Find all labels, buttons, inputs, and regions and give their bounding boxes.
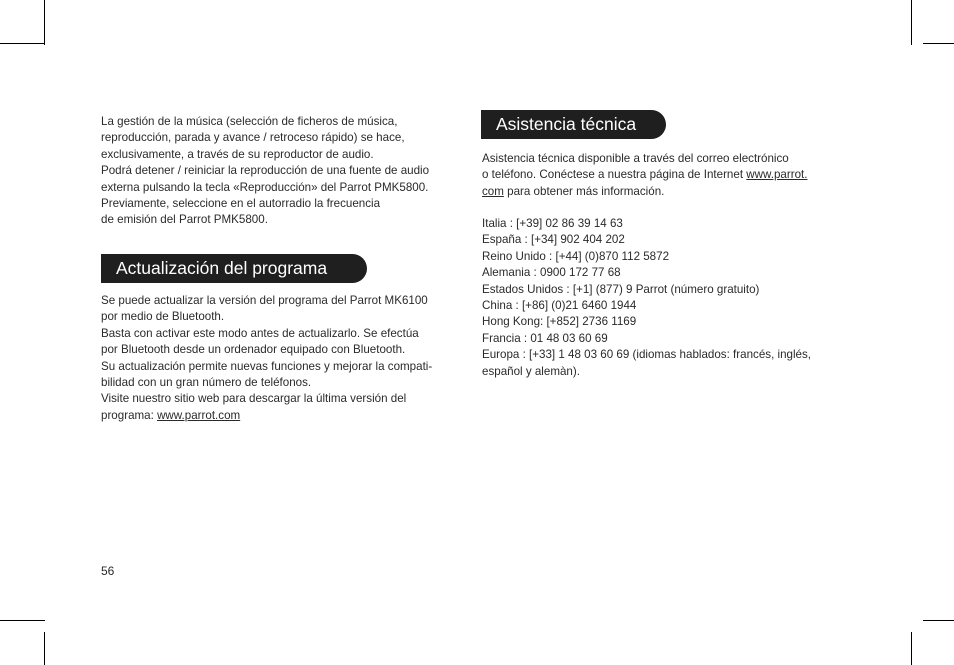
text-line: externa pulsando la tecla «Reproducción» del Parrot PMK5800. bbox=[101, 180, 429, 194]
text-line bbox=[482, 167, 808, 183]
text-line: Previamente, seleccione en el autorradio la frecuencia bbox=[101, 196, 381, 210]
text-line: Visite nuestro sitio web para descargar la última versión del bbox=[101, 392, 407, 406]
text-line bbox=[101, 408, 432, 424]
crop-mark bbox=[0, 43, 45, 44]
crop-mark bbox=[44, 632, 45, 665]
text-line: La gestión de la música (selección de ficheros de música, bbox=[101, 115, 398, 128]
contact-line: China : [+86] (0)21 6460 1944 bbox=[482, 298, 637, 312]
parrot-website-link[interactable]: www.parrot. bbox=[746, 168, 808, 182]
parrot-website-link[interactable]: www.parrot.com bbox=[157, 408, 241, 422]
contact-line: España : [+34] 902 404 202 bbox=[482, 233, 625, 247]
music-management-paragraph bbox=[101, 114, 429, 229]
text-line: Asistencia técnica disponible a través del correo electrónico bbox=[482, 152, 789, 165]
text-fragment: para obtener más información. bbox=[503, 184, 665, 198]
text-line: bilidad con un gran número de teléfonos. bbox=[101, 375, 312, 389]
contact-line: Reino Unido : [+44] (0)870 112 5872 bbox=[482, 249, 670, 263]
software-update-paragraph bbox=[101, 293, 432, 424]
text-line: Podrá detener / reiniciar la reproducción de una fuente de audio bbox=[101, 164, 430, 178]
page-number: 56 bbox=[101, 564, 115, 578]
text-fragment: programa: bbox=[101, 408, 158, 422]
crop-mark bbox=[923, 620, 954, 621]
technical-support-heading: Asistencia técnica bbox=[481, 110, 666, 139]
technical-support-intro bbox=[482, 151, 808, 200]
contact-line: Hong Kong: [+852] 2736 1169 bbox=[482, 315, 637, 329]
crop-mark bbox=[0, 620, 45, 621]
contact-line: Francia : 01 48 03 60 69 bbox=[482, 331, 608, 345]
text-line: Basta con activar este modo antes de actualizarlo. Se efectúa bbox=[101, 326, 419, 340]
crop-mark bbox=[911, 632, 912, 665]
contact-line: Italia : [+39] 02 86 39 14 63 bbox=[482, 217, 623, 230]
contact-line: Estados Unidos : [+1] (877) 9 Parrot (número gratuito) bbox=[482, 282, 760, 296]
text-fragment: o teléfono. Conéctese a nuestra página de Internet bbox=[482, 168, 747, 182]
crop-mark bbox=[44, 0, 45, 45]
text-line bbox=[482, 184, 808, 200]
text-line: exclusivamente, a través de su reproductor de audio. bbox=[101, 147, 374, 161]
contact-line: español y alemàn). bbox=[482, 364, 580, 378]
contact-line: Europa : [+33] 1 48 03 60 69 (idiomas hablados: francés, inglés, bbox=[482, 348, 812, 362]
crop-mark bbox=[923, 43, 954, 44]
text-line: de emisión del Parrot PMK5800. bbox=[101, 213, 268, 227]
crop-mark bbox=[911, 0, 912, 45]
support-contacts-list bbox=[482, 216, 811, 380]
text-line: por medio de Bluetooth. bbox=[101, 310, 225, 324]
text-line: Se puede actualizar la versión del programa del Parrot MK6100 bbox=[101, 294, 428, 307]
parrot-website-link[interactable]: com bbox=[482, 184, 504, 198]
contact-line: Alemania : 0900 172 77 68 bbox=[482, 266, 621, 280]
text-line: reproducción, parada y avance / retroceso rápido) se hace, bbox=[101, 131, 405, 145]
software-update-heading: Actualización del programa bbox=[101, 254, 367, 283]
text-line: por Bluetooth desde un ordenador equipado con Bluetooth. bbox=[101, 343, 406, 357]
text-line: Su actualización permite nuevas funciones y mejorar la compati- bbox=[101, 359, 433, 373]
